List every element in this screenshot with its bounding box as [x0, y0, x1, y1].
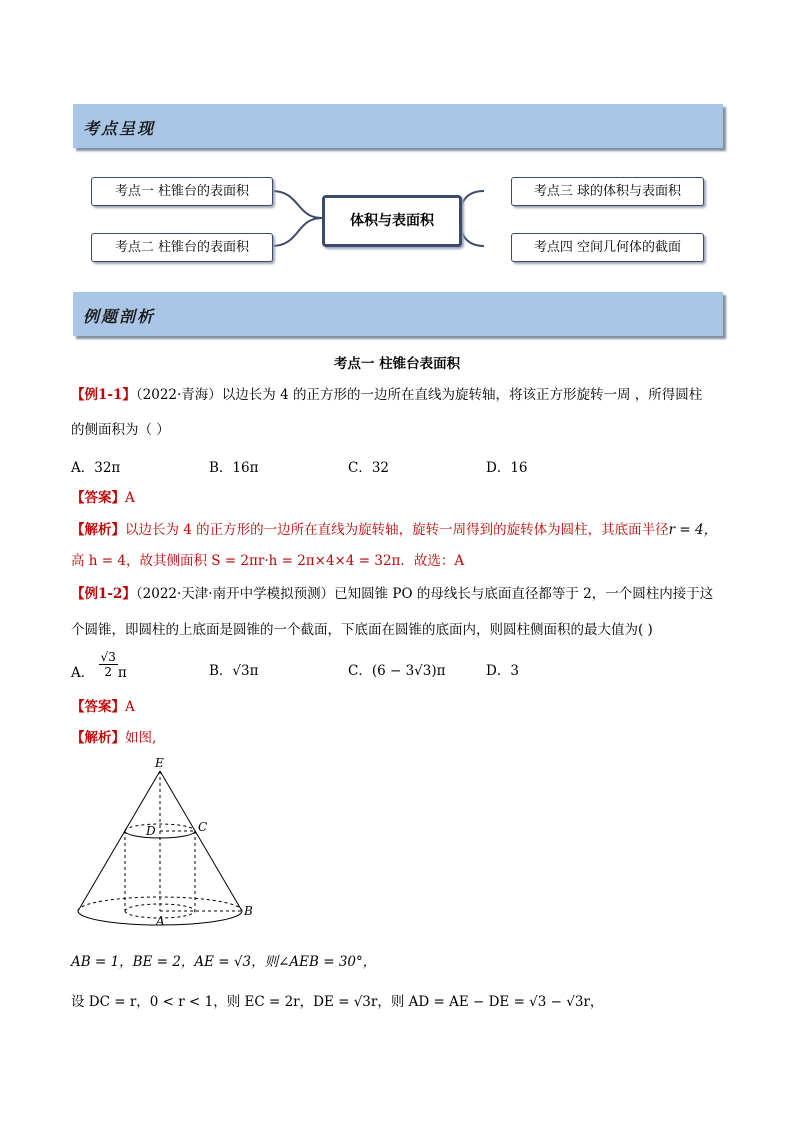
ex2-derivation-line1: AB = 1，BE = 2，AE = √3，则∠AEB = 30°，: [71, 954, 377, 970]
ex2-tag: 【例1-2】: [71, 586, 136, 602]
ex1-analysis1: 以边长为 4 的正方形的一边所在直线为旋转轴，旋转一周得到的旋转体为圆柱，其底面半径: [125, 522, 669, 538]
ex1-option-a: A．32π: [71, 460, 121, 476]
section-title: 考点呈现: [83, 119, 156, 138]
ex2-text1: 已知圆锥 PO 的母线长与底面直径都等于 2，一个圆柱内接于这: [334, 586, 714, 602]
ex1-text1: 以边长为 4 的正方形的一边所在直线为旋转轴，将该正方形旋转一周 ，所得圆柱: [221, 387, 703, 403]
ex1-analysis1-math: r = 4，: [668, 522, 718, 538]
label-d: D: [146, 824, 156, 838]
ex1-option-d: D．16: [486, 460, 528, 476]
ex2-source: （2022·天津·南开中学模拟预测）: [135, 586, 335, 602]
connector-left-bottom: [272, 218, 322, 246]
ex1-question-line1: [71, 383, 702, 403]
ex1-tag: 【例1-1】: [71, 387, 136, 403]
ex2-analysis-line: [71, 726, 156, 746]
ex2-text2: 个圆锥，即圆柱的上底面是圆锥的一个截面，下底面在圆锥的底面内，则圆柱侧面积的最大值为( ): [71, 622, 653, 638]
ex2-answer-line: [71, 695, 135, 715]
ex2-analysis-tag: 【解析】: [71, 730, 125, 746]
section-title-2: 例题剖析: [83, 307, 156, 326]
mindmap-node-1: 考点一 柱锥台的表面积: [91, 177, 273, 206]
ex1-option-c: C．32: [348, 460, 390, 476]
ex2-option-a-fraction: $\frac{√3}{2}$: [100, 650, 116, 679]
cone-left-generatrix: [78, 771, 160, 911]
ex2-answer-tag: 【答案】: [71, 699, 125, 715]
ex1-answer: A: [125, 490, 135, 506]
label-c: C: [198, 820, 208, 834]
section-header-band-2: [73, 292, 723, 336]
ex2-option-d: D．3: [486, 663, 519, 679]
ex1-analysis2: 高 h = 4，故其侧面积 S = 2πr·h = 2π×4×4 = 32π．故选：A: [71, 553, 465, 569]
ex1-text2: 的侧面积为（ ）: [71, 422, 170, 438]
ex2-answer: A: [125, 699, 135, 715]
ex2-analysis-intro: 如图,: [125, 730, 157, 746]
ex2-option-a: A． $\frac{√3}{2}$ π: [71, 650, 127, 681]
ex2-option-c: C．(6 − 3√3)π: [348, 663, 446, 679]
connector-left-top: [272, 191, 322, 218]
ex1-source: （2022·青海）: [135, 387, 222, 403]
ex1-answer-line: [71, 486, 135, 506]
subheading: 考点一 柱锥台表面积: [333, 356, 461, 372]
ex2-option-b: B．√3π: [209, 663, 259, 679]
cone-figure: [70, 755, 270, 935]
ex2-derivation-line2: 设 DC = r，0 < r < 1，则 EC = 2r，DE = √3r，则 AD = AE − DE = √3 − √3r，: [71, 994, 604, 1010]
ex1-analysis-tag: 【解析】: [71, 522, 125, 538]
cone-right-generatrix: [160, 771, 242, 911]
mindmap-center-node: 体积与表面积: [322, 195, 462, 247]
ex2-question-line1: [71, 582, 713, 602]
mindmap-node-3: 考点三 球的体积与表面积: [511, 177, 704, 206]
mindmap-node-2: 考点二 柱锥台的表面积: [91, 233, 273, 262]
mindmap-node-4: 考点四 空间几何体的截面: [511, 233, 704, 262]
label-a: A: [156, 914, 165, 928]
label-b: B: [244, 904, 253, 918]
ex1-option-b: B．16π: [209, 460, 259, 476]
ex1-analysis-line1: [71, 518, 717, 538]
label-e: E: [155, 756, 164, 770]
ex1-answer-tag: 【答案】: [71, 490, 125, 506]
